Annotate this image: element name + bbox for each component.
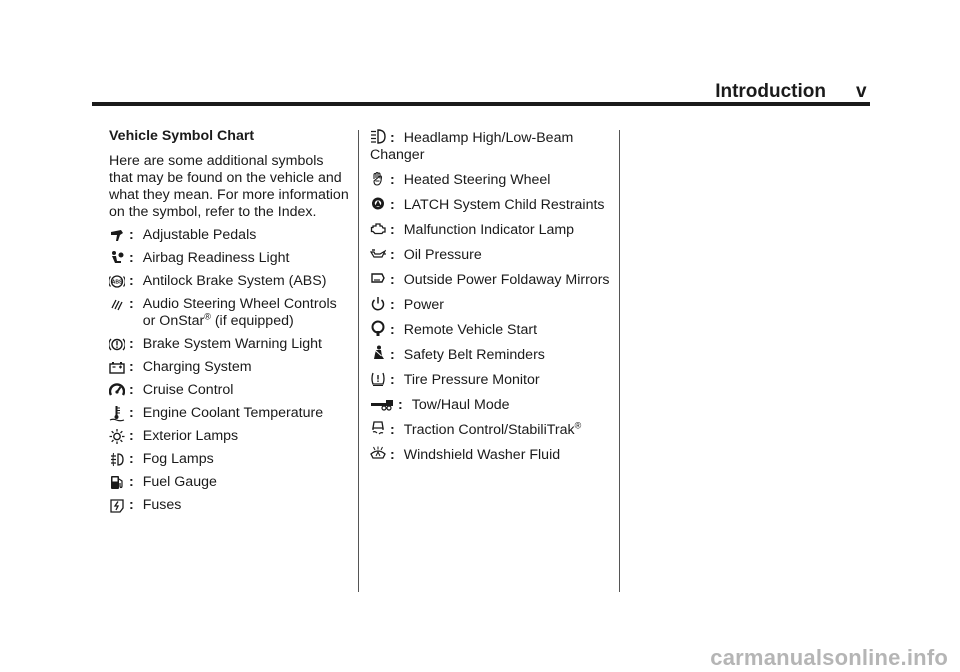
intro-paragraph: Here are some additional symbols that may be found on the vehicle and what they mean. For more information on the symbol, refer to the Index. bbox=[109, 153, 349, 220]
list-item: : Tow/Haul Mode bbox=[370, 395, 610, 414]
list-item: : Malfunction Indicator Lamp bbox=[370, 220, 610, 239]
item-label: Traction Control/StabiliTrak® bbox=[403, 420, 582, 438]
list-item: : Tire Pressure Monitor bbox=[370, 370, 610, 389]
page-number: v bbox=[856, 81, 867, 102]
list-item: : Fuel Gauge bbox=[109, 474, 349, 491]
list-item: : Headlamp High/Low-Beam Changer bbox=[370, 130, 574, 163]
heated-steering-icon bbox=[370, 170, 386, 187]
tire-pressure-icon bbox=[370, 370, 386, 387]
oil-pressure-icon bbox=[370, 245, 386, 262]
item-label: Power bbox=[403, 297, 444, 313]
abs-icon bbox=[109, 273, 125, 290]
watermark-text: carmanualsonline.info bbox=[710, 645, 948, 670]
mirror-icon bbox=[370, 270, 386, 287]
item-label: Tow/Haul Mode bbox=[411, 397, 510, 413]
list-item: ABS : Antilock Brake System (ABS) bbox=[109, 273, 349, 290]
coolant-temperature-icon bbox=[109, 405, 125, 422]
list-item: : Engine Coolant Temperature bbox=[109, 405, 349, 422]
item-label: Charging System bbox=[142, 359, 252, 375]
list-item: : Power bbox=[370, 295, 610, 314]
item-label: Remote Vehicle Start bbox=[403, 322, 538, 338]
item-label: Airbag Readiness Light bbox=[142, 250, 290, 266]
list-item: : Traction Control/StabiliTrak® bbox=[370, 420, 610, 439]
airbag-readiness-icon bbox=[109, 250, 125, 267]
list-item: : Charging System bbox=[109, 359, 349, 376]
item-label: Brake System Warning Light bbox=[142, 336, 322, 352]
seat-belt-icon bbox=[370, 345, 386, 362]
list-item: : Oil Pressure bbox=[370, 245, 610, 264]
audio-steering-icon bbox=[109, 296, 125, 313]
item-label: Engine Coolant Temperature bbox=[142, 405, 324, 421]
svg-text:ABS: ABS bbox=[111, 279, 123, 286]
list-item: : Audio Steering Wheel Controls or OnStar® (if equipped) bbox=[109, 296, 349, 330]
power-icon bbox=[370, 295, 386, 312]
washer-fluid-icon bbox=[370, 445, 386, 462]
adjustable-pedals-icon bbox=[109, 227, 125, 244]
column-divider-left bbox=[358, 130, 359, 592]
item-label: LATCH System Child Restraints bbox=[403, 197, 605, 213]
column-divider-right bbox=[619, 130, 620, 592]
cruise-control-icon bbox=[109, 382, 125, 399]
fuses-icon bbox=[109, 497, 125, 514]
high-beam-icon bbox=[370, 128, 386, 145]
engine-check-icon bbox=[370, 220, 386, 237]
item-label: Audio Steering Wheel Controls or OnStar® (if equipped) bbox=[142, 296, 337, 329]
list-item: : Airbag Readiness Light bbox=[109, 250, 349, 267]
tow-haul-icon bbox=[370, 395, 394, 412]
item-label: Fuel Gauge bbox=[142, 474, 217, 490]
fuel-gauge-icon bbox=[109, 474, 125, 491]
brake-warning-icon bbox=[109, 336, 125, 353]
item-label: Oil Pressure bbox=[403, 247, 482, 263]
latch-icon bbox=[370, 195, 386, 212]
item-label: Adjustable Pedals bbox=[142, 227, 257, 243]
symbol-column-2 bbox=[370, 128, 610, 470]
traction-control-icon bbox=[370, 420, 386, 437]
exterior-lamps-icon bbox=[109, 428, 125, 445]
item-label: Outside Power Foldaway Mirrors bbox=[403, 272, 610, 288]
list-item: : Remote Vehicle Start bbox=[370, 320, 610, 339]
list-item: : Brake System Warning Light bbox=[109, 336, 349, 353]
item-label: Malfunction Indicator Lamp bbox=[403, 222, 575, 238]
list-item: : Exterior Lamps bbox=[109, 428, 349, 445]
item-label: Fog Lamps bbox=[142, 451, 214, 467]
fog-lamps-icon bbox=[109, 451, 125, 468]
symbol-column-1 bbox=[109, 128, 349, 520]
list-item: : Fuses bbox=[109, 497, 349, 514]
list-item: : Heated Steering Wheel bbox=[370, 170, 610, 189]
item-label: Heated Steering Wheel bbox=[403, 172, 551, 188]
item-label: Windshield Washer Fluid bbox=[403, 447, 561, 463]
item-label: Exterior Lamps bbox=[142, 428, 239, 444]
section-title: Introduction bbox=[715, 81, 826, 102]
list-item: : Windshield Washer Fluid bbox=[370, 445, 610, 464]
header-rule bbox=[92, 102, 870, 106]
item-label: Safety Belt Reminders bbox=[403, 347, 545, 363]
list-item: : Fog Lamps bbox=[109, 451, 349, 468]
list-item: : Safety Belt Reminders bbox=[370, 345, 610, 364]
item-label: Cruise Control bbox=[142, 382, 234, 398]
item-label: Headlamp High/Low-Beam Changer bbox=[370, 130, 574, 163]
battery-icon bbox=[109, 359, 125, 376]
list-item: : Cruise Control bbox=[109, 382, 349, 399]
list-item: : LATCH System Child Restraints bbox=[370, 195, 610, 214]
item-label: Fuses bbox=[142, 497, 182, 513]
section-heading: Vehicle Symbol Chart bbox=[109, 128, 255, 144]
remote-start-icon bbox=[370, 320, 386, 337]
item-label: Antilock Brake System (ABS) bbox=[142, 273, 327, 289]
list-item: : Adjustable Pedals bbox=[109, 227, 349, 244]
item-label: Tire Pressure Monitor bbox=[403, 372, 540, 388]
list-item: : Outside Power Foldaway Mirrors bbox=[370, 270, 610, 289]
